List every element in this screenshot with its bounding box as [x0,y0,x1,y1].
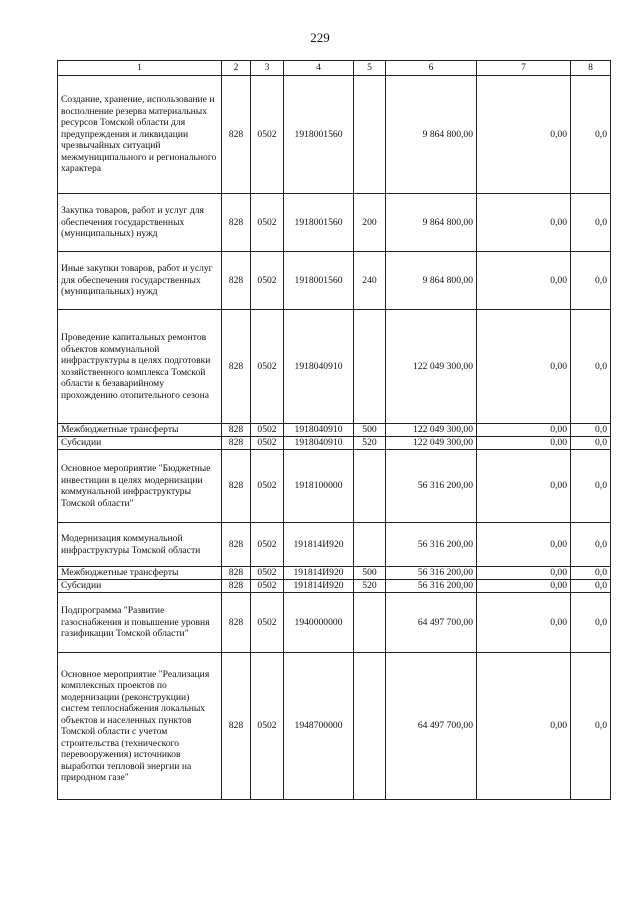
expense-type-code [354,310,386,424]
row-description: Межбюджетные трансферты [58,424,222,437]
row-description: Создание, хранение, использование и восполнение резерва материальных ресурсов Томской области для предупреждения и ликвидации чрезвычайных ситуаций межмуниципального и регионального характера [58,76,222,194]
header-cell: 8 [571,61,611,76]
col8-cell: 0,0 [571,567,611,580]
table-row [58,252,611,310]
target-code: 1918100000 [284,450,354,523]
header-cell: 5 [354,61,386,76]
table-row [58,653,611,800]
row-description: Субсидии [58,580,222,593]
col7-cell: 0,00 [477,523,571,567]
col7-cell: 0,00 [477,252,571,310]
target-code: 191814И920 [284,567,354,580]
header-cell: 3 [251,61,284,76]
table-row [58,310,611,424]
col8-cell: 0,0 [571,194,611,252]
ministry-code: 828 [222,437,251,450]
col7-cell: 0,00 [477,580,571,593]
amount-cell: 122 049 300,00 [386,437,477,450]
ministry-code: 828 [222,653,251,800]
col7-cell: 0,00 [477,653,571,800]
section-code: 0502 [251,424,284,437]
amount-cell: 9 864 800,00 [386,252,477,310]
header-cell: 4 [284,61,354,76]
expense-type-code [354,76,386,194]
col7-cell: 0,00 [477,76,571,194]
col8-cell: 0,0 [571,424,611,437]
table-row [58,593,611,653]
col8-cell: 0,0 [571,580,611,593]
ministry-code: 828 [222,310,251,424]
col8-cell: 0,0 [571,252,611,310]
expense-type-code: 500 [354,424,386,437]
table-row [58,523,611,567]
table-row [58,580,611,593]
table-row [58,76,611,194]
header-cell: 2 [222,61,251,76]
expense-type-code [354,593,386,653]
table-row [58,194,611,252]
ministry-code: 828 [222,580,251,593]
target-code: 1918040910 [284,437,354,450]
row-description: Закупка товаров, работ и услуг для обеспечения государственных (муниципальных) нужд [58,194,222,252]
header-cell: 7 [477,61,571,76]
ministry-code: 828 [222,567,251,580]
ministry-code: 828 [222,76,251,194]
budget-table [57,60,611,800]
amount-cell: 56 316 200,00 [386,450,477,523]
section-code: 0502 [251,437,284,450]
header-cell: 1 [58,61,222,76]
target-code: 1948700000 [284,653,354,800]
amount-cell: 56 316 200,00 [386,523,477,567]
target-code: 191814И920 [284,523,354,567]
ministry-code: 828 [222,450,251,523]
col8-cell: 0,0 [571,310,611,424]
section-code: 0502 [251,653,284,800]
col7-cell: 0,00 [477,424,571,437]
col7-cell: 0,00 [477,194,571,252]
section-code: 0502 [251,567,284,580]
amount-cell: 9 864 800,00 [386,194,477,252]
section-code: 0502 [251,523,284,567]
target-code: 1940000000 [284,593,354,653]
target-code: 1918040910 [284,424,354,437]
target-code: 1918001560 [284,252,354,310]
section-code: 0502 [251,310,284,424]
section-code: 0502 [251,580,284,593]
ministry-code: 828 [222,593,251,653]
table-row [58,437,611,450]
col7-cell: 0,00 [477,310,571,424]
ministry-code: 828 [222,523,251,567]
amount-cell: 9 864 800,00 [386,76,477,194]
table-row [58,450,611,523]
row-description: Подпрограмма "Развитие газоснабжения и повышение уровня газификации Томской области" [58,593,222,653]
target-code: 191814И920 [284,580,354,593]
header-cell: 6 [386,61,477,76]
header-row [58,61,611,76]
row-description: Основное мероприятие "Бюджетные инвестиции в целях модернизации коммунальной инфраструктуры Томской области" [58,450,222,523]
row-description: Межбюджетные трансферты [58,567,222,580]
table-row [58,567,611,580]
section-code: 0502 [251,194,284,252]
expense-type-code [354,450,386,523]
col7-cell: 0,00 [477,437,571,450]
section-code: 0502 [251,76,284,194]
ministry-code: 828 [222,194,251,252]
target-code: 1918001560 [284,194,354,252]
col8-cell: 0,0 [571,593,611,653]
target-code: 1918001560 [284,76,354,194]
amount-cell: 64 497 700,00 [386,593,477,653]
amount-cell: 122 049 300,00 [386,424,477,437]
row-description: Иные закупки товаров, работ и услуг для обеспечения государственных (муниципальных) нужд [58,252,222,310]
expense-type-code: 520 [354,437,386,450]
ministry-code: 828 [222,252,251,310]
col7-cell: 0,00 [477,593,571,653]
col8-cell: 0,0 [571,76,611,194]
row-description: Модернизация коммунальной инфраструктуры Томской области [58,523,222,567]
row-description: Субсидии [58,437,222,450]
expense-type-code: 200 [354,194,386,252]
row-description: Проведение капитальных ремонтов объектов коммунальной инфраструктуры в целях подготовки хозяйственного комплекса Томской области к безаварийному прохождению отопительного сезона [58,310,222,424]
section-code: 0502 [251,252,284,310]
target-code: 1918040910 [284,310,354,424]
col8-cell: 0,0 [571,437,611,450]
amount-cell: 56 316 200,00 [386,580,477,593]
col7-cell: 0,00 [477,450,571,523]
col8-cell: 0,0 [571,523,611,567]
amount-cell: 64 497 700,00 [386,653,477,800]
page-number: 229 [310,30,330,45]
expense-type-code [354,523,386,567]
ministry-code: 828 [222,424,251,437]
row-description: Основное мероприятие "Реализация комплексных проектов по модернизации (реконструкции) систем теплоснабжения локальных объектов и населенных пунктов Томской области с учетом строительства (технического перевооружения) источников выработки тепловой энергии на природном газе" [58,653,222,800]
amount-cell: 56 316 200,00 [386,567,477,580]
col8-cell: 0,0 [571,450,611,523]
expense-type-code: 500 [354,567,386,580]
col8-cell: 0,0 [571,653,611,800]
expense-type-code: 520 [354,580,386,593]
expense-type-code: 240 [354,252,386,310]
col7-cell: 0,00 [477,567,571,580]
section-code: 0502 [251,450,284,523]
table-row [58,424,611,437]
amount-cell: 122 049 300,00 [386,310,477,424]
section-code: 0502 [251,593,284,653]
expense-type-code [354,653,386,800]
